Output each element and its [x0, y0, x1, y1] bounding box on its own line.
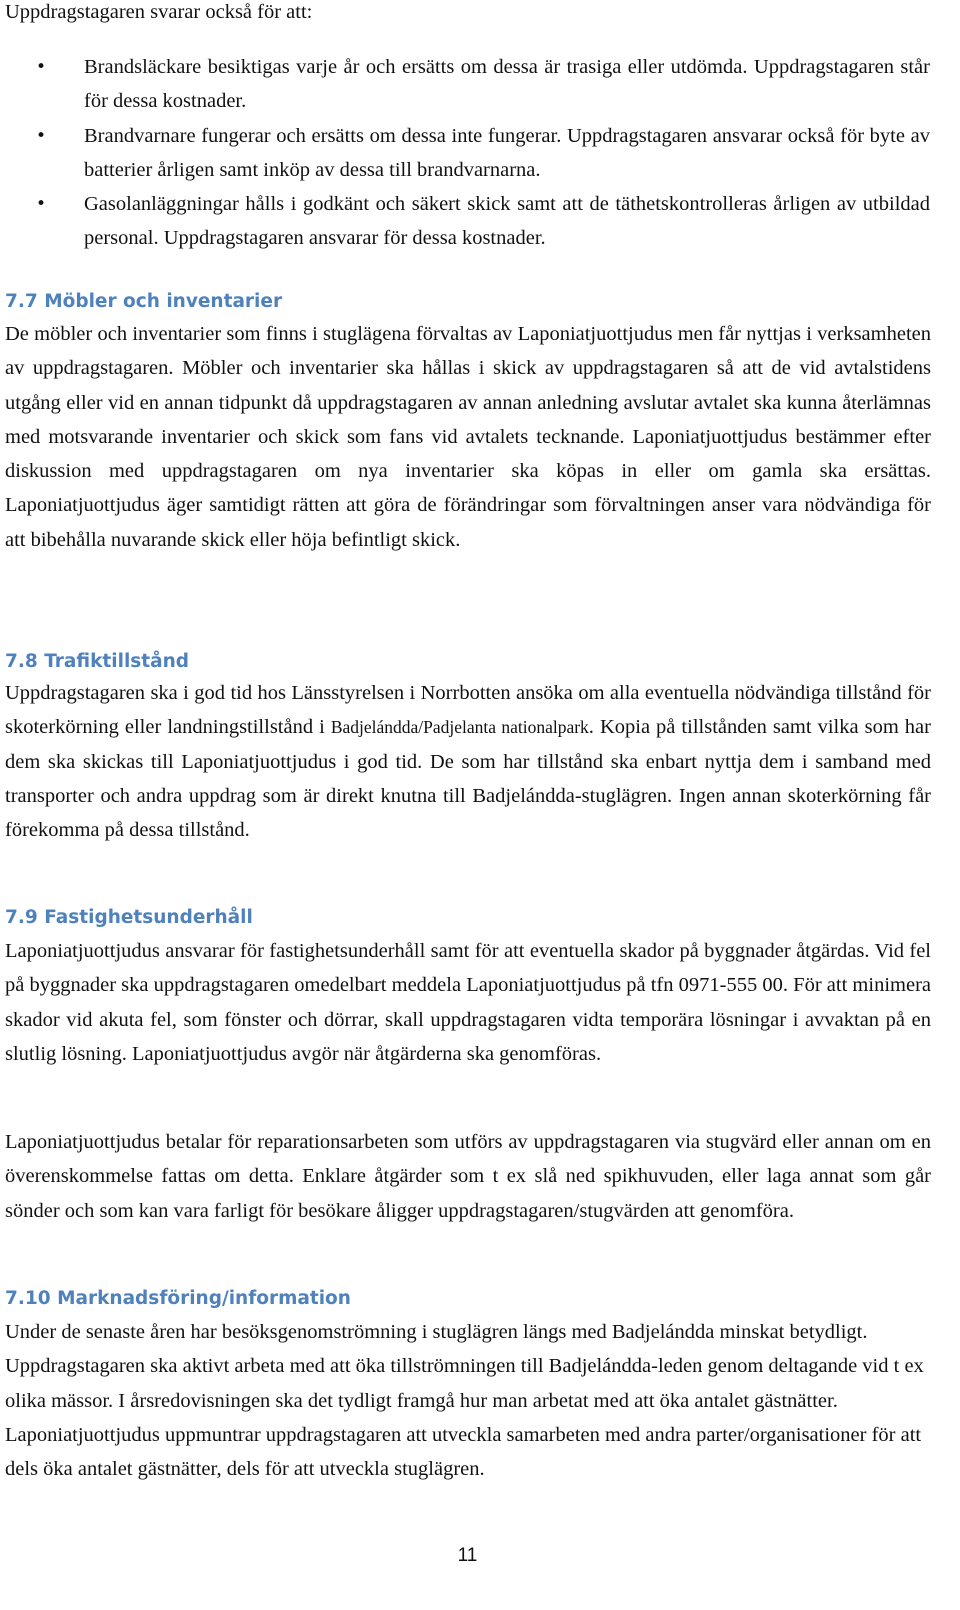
- section-body-7-9-second: Laponiatjuottjudus betalar för reparationsarbeten som utförs av uppdragstagaren via stugvärd eller annan om en överenskommelse fattas om detta. Enklare åtgärder som t ex slå ned spikhuvuden, eller laga annat som går sönder och som kan vara farligt för besökare åligger uppdragstagaren/stugvärden att genomföra.: [5, 1131, 931, 1222]
- section-body-7-8: [5, 676, 931, 847]
- intro-text: Uppdragstagaren svarar också för att:: [5, 1, 313, 23]
- section-body-7-8-end: . Kopia på tillstånden samt vilka som har dem ska skickas till Laponiatjuottjudus i god tid. De som har tillstånd ska enbart nyttja dem i samband med transporter och andra uppdrag som är direkt knutna till Badjelándda-stuglägren. Ingen annan skoterkörning får förekomma på dessa tillstånd.: [5, 716, 931, 842]
- page-number: 11: [457, 1545, 478, 1566]
- section-body-7-7: De möbler och inventarier som finns i stuglägena förvaltas av Laponiatjuottjudus men får nyttjas i verksamheten av uppdragstagaren. Möbler och inventarier ska hållas i skick av uppdragstagaren så att de vid avtalstidens utgång eller vid en annan tidpunkt då uppdragstagaren av annan anledning avslutar avtalet ska kunna återlämnas med motsvarande inventarier och skick som fans vid avtalets tecknande. Laponiatjuottjudus bestämmer efter diskussion med uppdragstagaren om nya inventarier ska köpas in eller om gamla ska ersättas. Laponiatjuottjudus äger samtidigt rätten att göra de förändringar som förvaltningen anser vara nödvändiga för att bibehålla nuvarande skick eller höja befintligt skick.: [5, 323, 931, 551]
- section-heading-7-10: 7.10 Marknadsföring/information: [5, 1288, 351, 1309]
- section-body-7-10: Under de senaste åren har besöksgenomströmning i stuglägren längs med Badjelándda minskat betydligt. Uppdragstagaren ska aktivt arbeta med att öka tillströmningen till Badjelándda-leden genom deltagande vid t ex olika mässor. I årsredovisningen ska det tydligt framgå hur man arbetat med att öka antalet gästnätter. Laponiatjuottjudus uppmuntrar uppdragstagaren att utveckla samarbeten med andra parter/organisationer för att dels öka antalet gästnätter, dels för att utveckla stuglägren.: [5, 1321, 924, 1481]
- bullet-item-fire-extinguishers: • Brandsläckare besiktigas varje år och ersätts om dessa är trasiga eller utdömda. Uppdragstagaren står för dessa kostnader.: [0, 50, 930, 119]
- bullet-list: [0, 50, 930, 256]
- section-heading-7-9: 7.9 Fastighetsunderhåll: [5, 907, 253, 928]
- section-body-7-8-start: Uppdragstagaren ska i god tid hos Länsstyrelsen i Norrbotten ansöka om alla eventuella nödvändiga tillstånd för skoterkörning eller landningstillstånd i: [5, 682, 931, 739]
- park-name: Badjelándda/Padjelanta nationalpark: [330, 717, 589, 738]
- section-heading-7-8: 7.8 Trafiktillstånd: [5, 651, 190, 672]
- section-body-7-9: Laponiatjuottjudus ansvarar för fastighetsunderhåll samt för att eventuella skador på byggnader åtgärdas. Vid fel på byggnader ska uppdragstagaren omedelbart meddela Laponiatjuottjudus på tfn 0971-555 00. För att minimera skador vid akuta fel, som fönster och dörrar, skall uppdragstagaren vidta temporära lösningar i avvaktan på en slutlig lösning. Laponiatjuottjudus avgör när åtgärderna ska genomföras.: [5, 940, 931, 1065]
- bullet-item-smoke-alarms: • Brandvarnare fungerar och ersätts om dessa inte fungerar. Uppdragstagaren ansvarar också för byte av batterier årligen samt inköp av dessa till brandvarnarna.: [0, 119, 930, 188]
- section-heading-7-7: 7.7 Möbler och inventarier: [5, 291, 283, 312]
- bullet-item-gas-installations: • Gasolanläggningar hålls i godkänt och säkert skick samt att de täthetskontrolleras årligen av utbildad personal. Uppdragstagaren ansvarar för dessa kostnader.: [0, 187, 930, 256]
